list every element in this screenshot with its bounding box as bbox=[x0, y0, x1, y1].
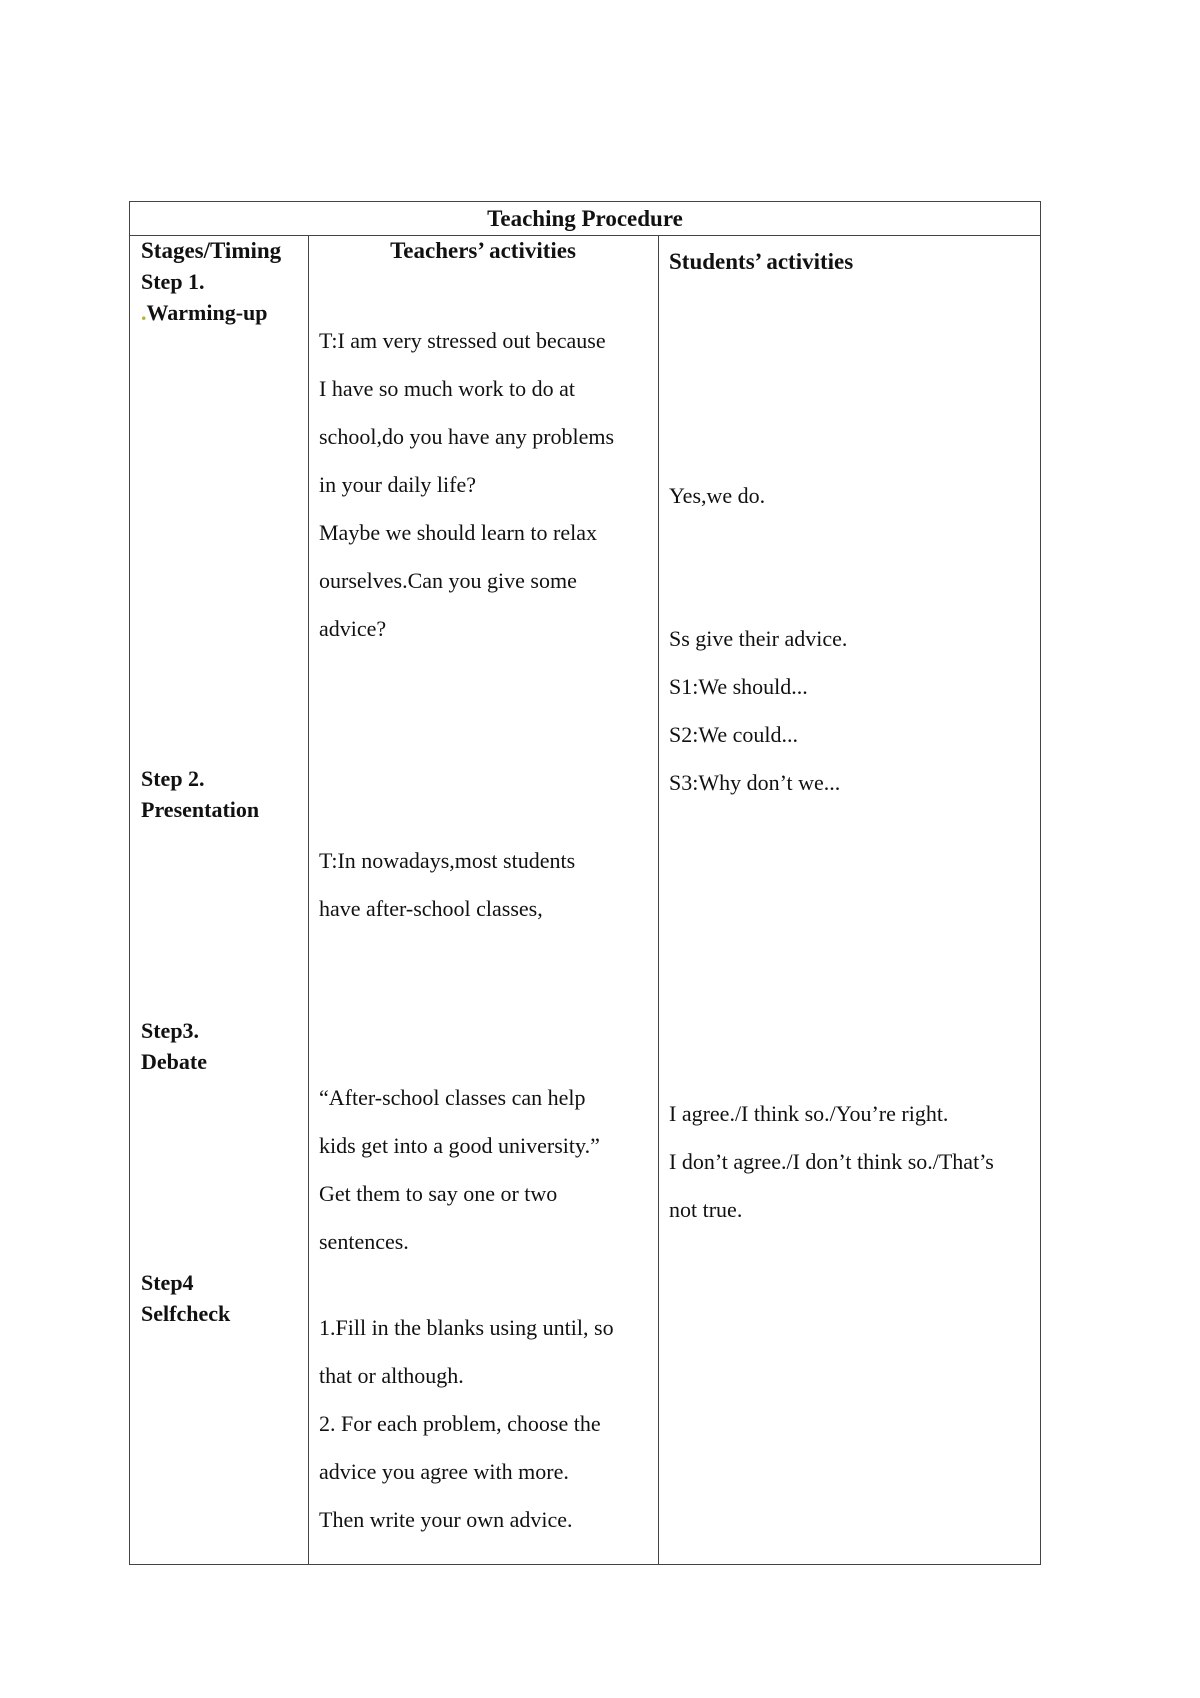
teacher-line: I have so much work to do at bbox=[319, 376, 575, 401]
student-advice-block bbox=[669, 615, 847, 807]
teacher-line: school,do you have any problems bbox=[319, 424, 615, 449]
student-line: Ss give their advice. bbox=[669, 626, 848, 651]
teacher-line: 2. For each problem, choose the bbox=[319, 1411, 601, 1436]
student-answer-1: Yes,we do. bbox=[669, 483, 766, 508]
teacher-presentation-block bbox=[319, 837, 575, 933]
teacher-line: Then write your own advice. bbox=[319, 1507, 573, 1532]
teacher-line: that or although. bbox=[319, 1363, 464, 1388]
student-line: not true. bbox=[669, 1197, 743, 1222]
student-line: S1:We should... bbox=[669, 674, 808, 699]
teacher-line: “After-school classes can help bbox=[319, 1085, 586, 1110]
teaching-procedure-table bbox=[129, 201, 1041, 1565]
teacher-line: have after-school classes, bbox=[319, 896, 543, 921]
teacher-selfcheck-block bbox=[319, 1304, 614, 1544]
step4-name: Selfcheck bbox=[141, 1301, 231, 1326]
student-line: S2:We could... bbox=[669, 722, 798, 747]
student-line: I agree./I think so./You’re right. bbox=[669, 1101, 949, 1126]
teacher-line: kids get into a good university.” bbox=[319, 1133, 600, 1158]
students-header: Students’ activities bbox=[669, 249, 854, 274]
teacher-line: Maybe we should learn to relax bbox=[319, 520, 597, 545]
teachers-header: Teachers’ activities bbox=[390, 238, 576, 263]
teacher-line: advice? bbox=[319, 616, 387, 641]
student-line: I don’t agree./I don’t think so./That’s bbox=[669, 1149, 994, 1174]
student-debate-block bbox=[669, 1090, 994, 1234]
teacher-line: sentences. bbox=[319, 1229, 409, 1254]
students-column bbox=[658, 235, 1040, 1564]
teacher-line: in your daily life? bbox=[319, 472, 477, 497]
teacher-line: 1.Fill in the blanks using until, so bbox=[319, 1315, 614, 1340]
table-title: Teaching Procedure bbox=[130, 202, 1040, 236]
teacher-line: ourselves.Can you give some bbox=[319, 568, 577, 593]
stages-column bbox=[130, 235, 309, 1564]
step1-label: Step 1. bbox=[141, 269, 205, 294]
teacher-warmup-block bbox=[319, 317, 614, 653]
teacher-debate-block bbox=[319, 1074, 600, 1266]
step3-label: Step3. bbox=[141, 1018, 200, 1043]
teacher-line: advice you agree with more. bbox=[319, 1459, 569, 1484]
step2-label: Step 2. bbox=[141, 766, 205, 791]
teacher-line: Get them to say one or two bbox=[319, 1181, 558, 1206]
teacher-line: T:In nowadays,most students bbox=[319, 848, 576, 873]
teachers-column bbox=[308, 235, 659, 1564]
step2-name: Presentation bbox=[141, 797, 260, 822]
student-line: S3:Why don’t we... bbox=[669, 770, 841, 795]
stages-header: Stages/Timing bbox=[141, 238, 282, 263]
step3-name: Debate bbox=[141, 1049, 207, 1074]
step4-label: Step4 bbox=[141, 1270, 194, 1295]
teacher-line: T:I am very stressed out because bbox=[319, 328, 606, 353]
step1-name: .Warming-up bbox=[141, 300, 268, 325]
